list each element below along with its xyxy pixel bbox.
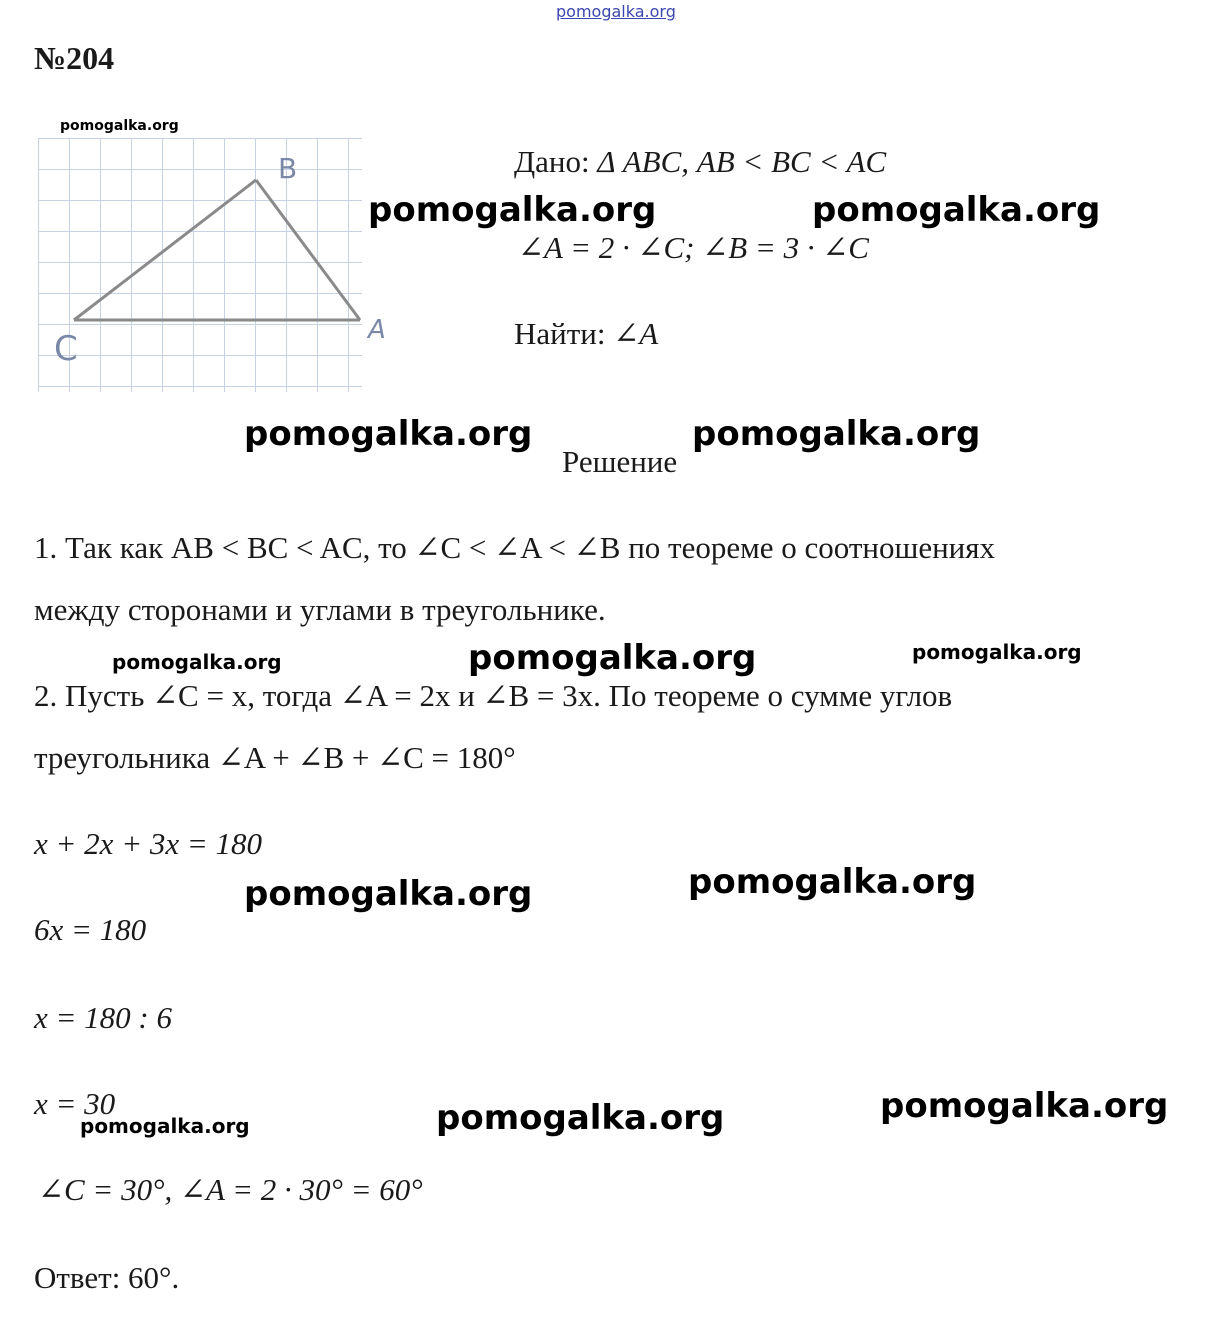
watermark: pomogalka.org [112,650,282,674]
equation-3 [34,1000,172,1036]
vertex-label-a: A [368,315,386,345]
step-2-line-1: 2. Пусть ∠C = x, тогда ∠A = 2x и ∠B = 3x. По теореме о сумме углов [34,678,953,713]
step-1-line-1: 1. Так как AB < BC < AC, то ∠C < ∠A < ∠B по теореме о соотношениях [34,530,996,565]
watermark: pomogalka.org [436,1098,725,1138]
given-label: Дано: [514,144,590,179]
given-angles-text: ∠A = 2 · ∠C; ∠B = 3 · ∠C [518,230,869,265]
equation-2-text: 6x = 180 [34,912,147,947]
equation-2 [34,912,146,948]
equation-5 [38,1172,423,1208]
given-angles [518,230,869,266]
watermark: pomogalka.org [688,862,977,902]
equation-1 [34,826,262,862]
header-watermark-link[interactable]: pomogalka.org [556,2,676,21]
watermark: pomogalka.org [912,640,1082,664]
find-value: ∠A [613,316,659,351]
watermark: pomogalka.org [468,638,757,678]
given-sides: AB < BC < AC [696,144,887,179]
vertex-label-b: B [278,152,298,185]
problem-number: №204 [34,40,115,76]
equation-1-text: x + 2x + 3x = 180 [34,826,263,861]
watermark: pomogalka.org [80,1114,250,1138]
vertex-label-c: C [54,329,78,369]
step-2-line-2: треугольника ∠A + ∠B + ∠C = 180° [34,740,516,775]
watermark: pomogalka.org [692,414,981,454]
equation-3-text: x = 180 : 6 [34,1000,173,1035]
watermark: pomogalka.org [244,414,533,454]
watermark: pomogalka.org [368,190,657,230]
equation-4-text: x = 30 [34,1086,116,1121]
step-1-line-2: между сторонами и углами в треугольнике. [34,592,606,627]
figure-watermark: pomogalka.org [60,118,179,134]
find-label: Найти: [514,316,606,351]
watermark: pomogalka.org [244,874,533,914]
watermark: pomogalka.org [812,190,1101,230]
triangle-figure [38,138,386,398]
find-line [514,316,658,352]
given-triangle: Δ ABC, [597,144,690,179]
given-line [514,144,886,180]
equation-5-text: ∠C = 30°, ∠A = 2 · 30° = 60° [38,1172,423,1207]
solution-title: Решение [562,444,678,479]
graph-paper-grid [38,138,362,392]
watermark: pomogalka.org [880,1086,1169,1126]
answer: Ответ: 60°. [34,1260,180,1295]
